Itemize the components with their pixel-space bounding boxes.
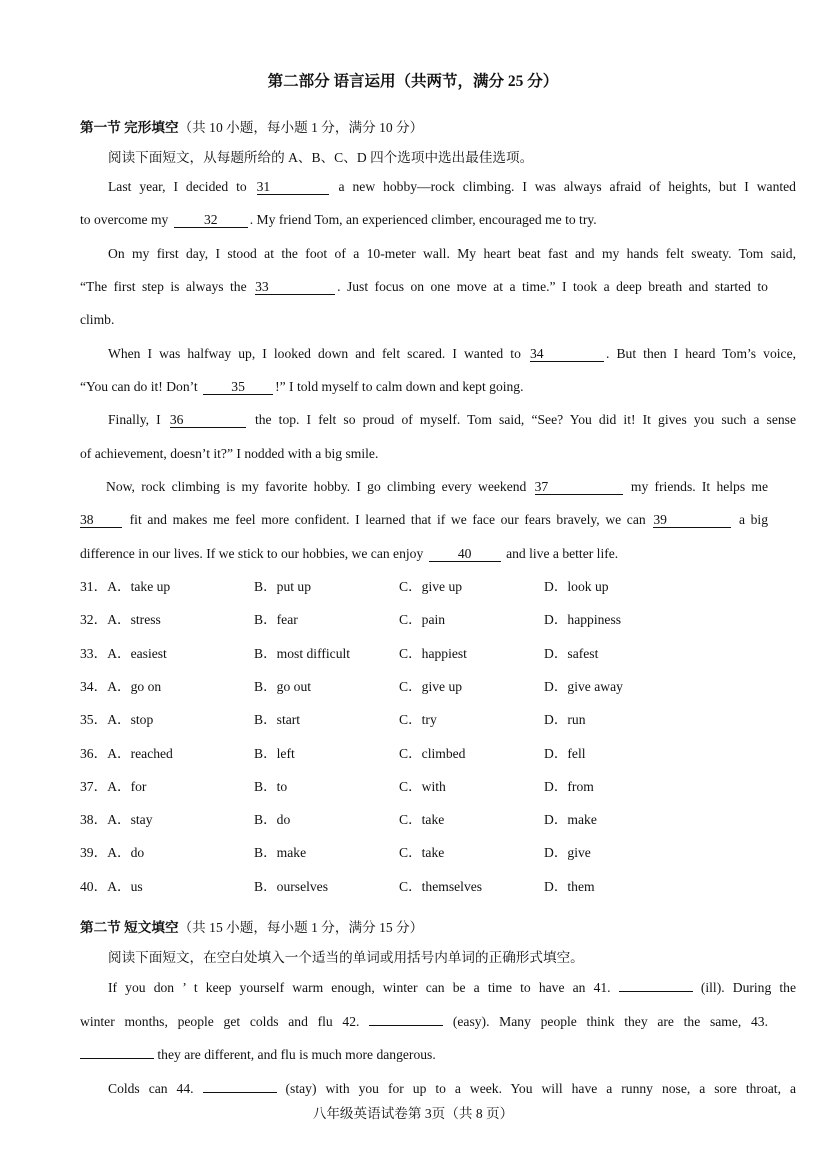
option-d[interactable] — [544, 578, 609, 596]
option-text: B．most difficult — [254, 646, 351, 661]
option-text: A．easiest — [107, 646, 167, 661]
option-a[interactable] — [80, 878, 143, 896]
option-c[interactable] — [399, 711, 437, 729]
option-text: C．pain — [399, 612, 446, 627]
passage2-line — [80, 1012, 768, 1030]
text: a big — [738, 512, 768, 527]
option-text: A．take up — [107, 579, 171, 594]
passage-line — [80, 378, 768, 396]
option-b[interactable] — [254, 745, 295, 763]
blank-37: 37 — [535, 480, 623, 495]
blank-34: 34 — [530, 347, 604, 362]
question-number: 34． — [80, 679, 108, 694]
question-number: 37． — [80, 779, 108, 794]
option-b[interactable] — [254, 878, 328, 896]
option-row — [80, 844, 770, 862]
option-c[interactable] — [399, 844, 444, 862]
option-c[interactable] — [399, 678, 462, 696]
blank-39: 39 — [653, 513, 731, 528]
option-d[interactable] — [544, 778, 594, 796]
option-text: A．go on — [107, 679, 162, 694]
blank-32: 32 — [174, 213, 248, 228]
passage-line — [80, 178, 796, 196]
option-c[interactable] — [399, 611, 445, 629]
text: Now, rock climbing is my favorite hobby. I go climbing every weekend — [106, 479, 527, 494]
blank-35: 35 — [203, 380, 273, 395]
question-number: 38． — [80, 812, 108, 827]
option-text: B．to — [254, 779, 288, 794]
section-1-label: 第一节 完形填空 — [80, 120, 179, 135]
blank-43 — [80, 1045, 154, 1059]
text: fit and makes me feel more confident. I learned that if we face our fears bravely, we can — [129, 512, 646, 527]
option-c[interactable] — [399, 878, 482, 896]
passage2-line — [80, 1079, 796, 1097]
page-title: 第二部分 语言运用（共两节，满分 25 分） — [267, 73, 559, 90]
text: “The first step is always the — [80, 279, 247, 294]
option-row — [80, 611, 770, 629]
blank-36: 36 — [170, 413, 246, 428]
text: “You can do it! Don’t — [80, 379, 198, 394]
text: Finally, I — [108, 412, 161, 427]
question-number: 36． — [80, 746, 108, 761]
text: !” I told myself to calm down and kept going. — [275, 379, 524, 394]
passage2-line — [80, 978, 796, 996]
option-text: D．them — [544, 879, 595, 894]
text: they are different, and flu is much more dangerous. — [157, 1047, 436, 1062]
blank-38: 38 — [80, 513, 122, 528]
option-text: C．themselves — [399, 879, 483, 894]
option-a[interactable] — [80, 611, 161, 629]
option-text: D．give — [544, 845, 591, 860]
option-text: A．stress — [107, 612, 161, 627]
passage-line — [80, 511, 768, 529]
option-row — [80, 745, 770, 763]
option-a[interactable] — [80, 578, 170, 596]
option-b[interactable] — [254, 778, 287, 796]
question-number: 32． — [80, 612, 108, 627]
option-b[interactable] — [254, 844, 306, 862]
option-text: C．take — [399, 845, 445, 860]
option-text: B．do — [254, 812, 291, 827]
section-2-note: （共 15 小题，每小题 1 分，满分 15 分） — [178, 920, 424, 935]
option-text: C．give up — [399, 579, 463, 594]
option-text: D．run — [544, 712, 586, 727]
option-row — [80, 711, 770, 729]
section-2-instruction: 阅读下面短文，在空白处填入一个适当的单词或用括号内单词的正确形式填空。 — [108, 950, 584, 965]
text: . My friend Tom, an experienced climber, encouraged me to try. — [249, 212, 597, 227]
option-d[interactable] — [544, 611, 621, 629]
option-text: A．stay — [107, 812, 153, 827]
option-d[interactable] — [544, 678, 623, 696]
passage-line: climb. — [80, 312, 115, 327]
option-text: C．give up — [399, 679, 463, 694]
option-a[interactable] — [80, 678, 161, 696]
passage-line: On my first day, I stood at the foot of a 10-meter wall. My heart beat fast and my hands felt sweaty. Tom said, — [108, 246, 796, 261]
question-number: 33． — [80, 646, 108, 661]
section-2-heading — [80, 916, 423, 936]
blank-42 — [369, 1012, 443, 1026]
option-text: B．go out — [254, 679, 312, 694]
text: (easy). Many people think they are the same, 43. — [452, 1014, 768, 1029]
text: Last year, I decided to — [108, 179, 247, 194]
text: a new hobby—rock climbing. I was always afraid of heights, but I wanted — [338, 179, 796, 194]
option-b[interactable] — [254, 678, 311, 696]
option-c[interactable] — [399, 811, 444, 829]
option-row — [80, 778, 770, 796]
blank-33: 33 — [255, 280, 335, 295]
option-row — [80, 678, 770, 696]
text: winter months, people get colds and flu 42. — [80, 1014, 360, 1029]
option-d[interactable] — [544, 645, 598, 663]
option-a[interactable] — [80, 711, 153, 729]
option-d[interactable] — [544, 745, 586, 763]
option-b[interactable] — [254, 645, 350, 663]
option-text: A．for — [107, 779, 147, 794]
option-a[interactable] — [80, 645, 167, 663]
option-text: D．happiness — [544, 612, 622, 627]
passage-line — [80, 411, 796, 429]
option-d[interactable] — [544, 878, 595, 896]
option-text: A．stop — [107, 712, 154, 727]
option-text: D．give away — [544, 679, 623, 694]
option-text: A．do — [107, 845, 145, 860]
passage-line — [80, 545, 768, 563]
option-row — [80, 878, 770, 896]
question-number: 39． — [80, 845, 108, 860]
page-footer: 八年级英语试卷第 3页（共 8 页） — [312, 1106, 514, 1121]
text: (ill). During the — [700, 980, 796, 995]
option-d[interactable] — [544, 844, 591, 862]
blank-31: 31 — [257, 180, 329, 195]
blank-41 — [619, 978, 693, 992]
text: the top. I felt so proud of myself. Tom said, “See? You did it! It gives you such a sense — [254, 412, 796, 427]
option-text: C．with — [399, 779, 446, 794]
question-number: 40． — [80, 879, 108, 894]
option-b[interactable] — [254, 711, 300, 729]
option-text: B．fear — [254, 612, 298, 627]
option-c[interactable] — [399, 578, 462, 596]
passage-line: of achievement, doesn’t it?” I nodded with a big smile. — [80, 446, 379, 461]
option-a[interactable] — [80, 811, 153, 829]
text: . But then I heard Tom’s voice, — [605, 346, 796, 361]
passage-line — [80, 345, 796, 363]
text: . Just focus on one move at a time.” I took a deep breath and started to — [337, 279, 768, 294]
option-text: D．look up — [544, 579, 609, 594]
blank-40: 40 — [429, 547, 501, 562]
section-1-heading — [80, 116, 423, 136]
question-number: 31． — [80, 579, 108, 594]
option-text: C．happiest — [399, 646, 467, 661]
option-a[interactable] — [80, 745, 173, 763]
option-d[interactable] — [544, 711, 586, 729]
option-text: D．make — [544, 812, 597, 827]
option-c[interactable] — [399, 745, 465, 763]
option-row — [80, 578, 770, 596]
option-c[interactable] — [399, 778, 446, 796]
option-text: B．left — [254, 746, 295, 761]
blank-44 — [203, 1079, 277, 1093]
text: If you don ’ t keep yourself warm enough, winter can be a time to have an 41. — [108, 980, 611, 995]
option-text: D．fell — [544, 746, 586, 761]
text: my friends. It helps me — [630, 479, 768, 494]
passage-line — [80, 478, 768, 496]
passage2-line — [80, 1045, 768, 1063]
section-1-note: （共 10 小题，每小题 1 分，满分 10 分） — [178, 120, 424, 135]
option-b[interactable] — [254, 578, 311, 596]
option-a[interactable] — [80, 844, 144, 862]
text: (stay) with you for up to a week. You will have a runny nose, a sore throat, a — [285, 1081, 796, 1096]
passage-line — [80, 211, 768, 229]
option-c[interactable] — [399, 645, 467, 663]
text: to overcome my — [80, 212, 169, 227]
question-number: 35． — [80, 712, 108, 727]
option-text: D．safest — [544, 646, 599, 661]
option-row — [80, 645, 770, 663]
option-text: A．reached — [107, 746, 173, 761]
option-text: C．climbed — [399, 746, 466, 761]
option-text: C．try — [399, 712, 437, 727]
option-text: B．ourselves — [254, 879, 329, 894]
option-b[interactable] — [254, 811, 290, 829]
option-text: D．from — [544, 779, 594, 794]
passage-line — [80, 278, 768, 296]
option-b[interactable] — [254, 611, 298, 629]
section-2-label: 第二节 短文填空 — [80, 920, 179, 935]
text: difference in our lives. If we stick to our hobbies, we can enjoy — [80, 546, 424, 561]
text: and live a better life. — [506, 546, 619, 561]
option-row — [80, 811, 770, 829]
option-text: A．us — [107, 879, 143, 894]
option-d[interactable] — [544, 811, 597, 829]
section-1-instruction: 阅读下面短文，从每题所给的 A、B、C、D 四个选项中选出最佳选项。 — [108, 150, 534, 165]
option-text: B．start — [254, 712, 301, 727]
text: When I was halfway up, I looked down and felt scared. I wanted to — [108, 346, 521, 361]
option-text: C．take — [399, 812, 445, 827]
option-text: B．make — [254, 845, 307, 860]
option-text: B．put up — [254, 579, 312, 594]
text: Colds can 44. — [108, 1081, 194, 1096]
option-a[interactable] — [80, 778, 146, 796]
